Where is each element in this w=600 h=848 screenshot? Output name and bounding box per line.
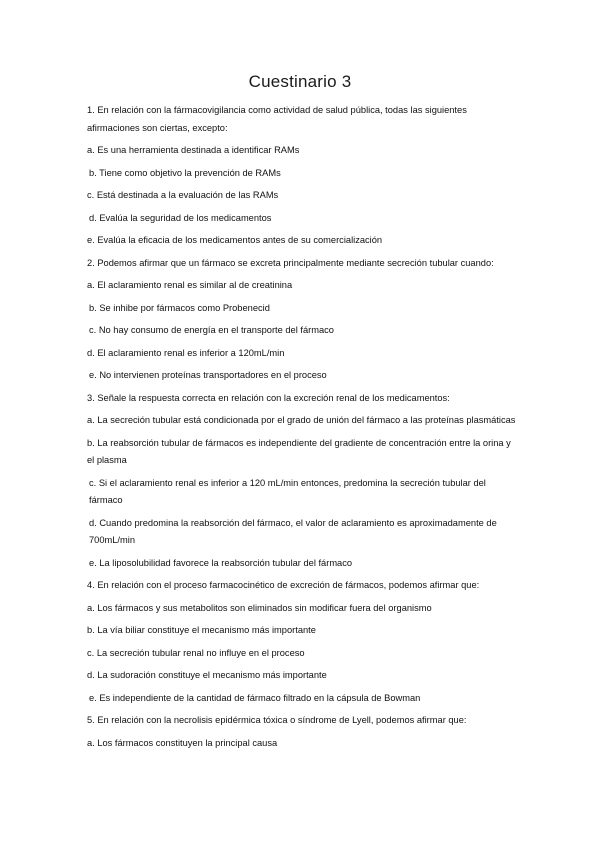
question-3-option-e: e. La liposolubilidad favorece la reabsorción tubular del fármaco: [89, 557, 353, 568]
question-5: [87, 712, 519, 752]
question-2-option-a: a. El aclaramiento renal es similar al de creatinina: [87, 280, 293, 290]
question-4-option-b: b. La vía biliar constituye el mecanismo más importante: [87, 625, 316, 635]
question-text: 4. En relación con el proceso farmacocinético de excreción de fármacos, podemos afirmar que:: [87, 580, 480, 590]
question-list: [87, 102, 519, 757]
document-title: Cuestinario 3: [248, 72, 352, 91]
question-1-option-c: c. Está destinada a la evaluación de las RAMs: [87, 190, 279, 200]
question-2-option-e: e. No intervienen proteínas transportadores en el proceso: [89, 370, 327, 380]
question-2-option-b: b. Se inhibe por fármacos como Probenecid: [89, 302, 270, 313]
question-4-option-e: e. Es independiente de la cantidad de fármaco filtrado en la cápsula de Bowman: [89, 692, 421, 703]
question-text: 1. En relación con la fármacovigilancia como actividad de salud pública, todas las siguientes afirmaciones son ciertas, excepto:: [87, 105, 467, 133]
question-4-option-c: c. La secreción tubular renal no influye en el proceso: [87, 647, 305, 658]
question-1-option-a: a. Es una herramienta destinada a identificar RAMs: [87, 145, 300, 155]
question-4: [87, 577, 519, 707]
question-3-option-a: a. La secreción tubular está condicionada por el grado de unión del fármaco a las proteínas plasmáticas: [87, 415, 516, 425]
question-4-option-d: d. La sudoración constituye el mecanismo más importante: [87, 670, 327, 680]
question-3: [87, 390, 519, 573]
question-3-option-c: c. Si el aclaramiento renal es inferior a 120 mL/min entonces, predomina la secreción tubular del fármaco: [89, 477, 486, 505]
question-text: 3. Señale la respuesta correcta en relación con la excreción renal de los medicamentos:: [87, 392, 450, 403]
question-2-option-c: c. No hay consumo de energía en el transporte del fármaco: [89, 325, 334, 335]
question-2-option-d: d. El aclaramiento renal es inferior a 120mL/min: [87, 347, 285, 358]
question-3-option-d: d. Cuando predomina la reabsorción del fármaco, el valor de aclaramiento es aproximadamente de 700mL/min: [89, 517, 497, 545]
question-1-option-e: e. Evalúa la eficacia de los medicamentos antes de su comercialización: [87, 235, 383, 245]
question-5-option-a: a. Los fármacos constituyen la principal causa: [87, 737, 278, 748]
question-2: [87, 255, 519, 385]
question-1: [87, 102, 519, 250]
question-1-option-b: b. Tiene como objetivo la prevención de RAMs: [89, 167, 281, 178]
question-text: 2. Podemos afirmar que un fármaco se excreta principalmente mediante secreción tubular cuando:: [87, 257, 494, 268]
question-text: 5. En relación con la necrolisis epidérmica tóxica o síndrome de Lyell, podemos afirmar que:: [87, 715, 467, 725]
question-4-option-a: a. Los fármacos y sus metabolitos son eliminados sin modificar fuera del organismo: [87, 602, 432, 613]
question-3-option-b: b. La reabsorción tubular de fármacos es independiente del gradiente de concentración entre la orina y el plasma: [87, 437, 511, 465]
question-1-option-d: d. Evalúa la seguridad de los medicamentos: [89, 212, 272, 223]
